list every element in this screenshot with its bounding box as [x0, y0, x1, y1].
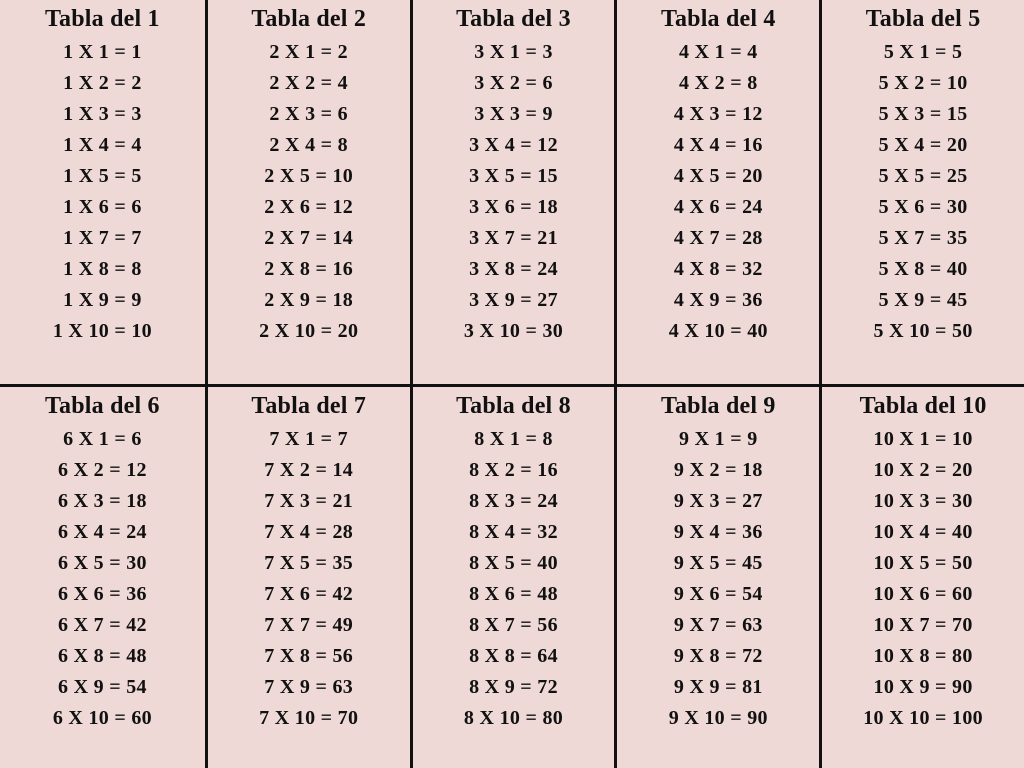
- table-row: 3 X 4 = 12: [469, 134, 558, 156]
- table-rows: [874, 37, 973, 346]
- table-row: 4 X 4 = 16: [673, 134, 763, 156]
- table-row: 2 X 10 = 20: [259, 320, 359, 342]
- table-row: 9 X 3 = 27: [673, 490, 763, 512]
- table-row: 10 X 1 = 10: [873, 428, 973, 450]
- table-row: 7 X 10 = 70: [259, 707, 359, 729]
- table-row: 1 X 10 = 10: [52, 320, 152, 342]
- table-row: 6 X 2 = 12: [57, 459, 147, 481]
- table-row: 4 X 10 = 40: [668, 320, 768, 342]
- table-row: 4 X 8 = 32: [673, 258, 763, 280]
- table-row: 8 X 3 = 24: [469, 490, 558, 512]
- table-row: 9 X 9 = 81: [673, 676, 763, 698]
- table-row: 2 X 8 = 16: [264, 258, 354, 280]
- table-title: Tabla del 9: [660, 393, 776, 419]
- table-row: 8 X 6 = 48: [469, 583, 558, 605]
- table-title: Tabla del 4: [660, 6, 776, 32]
- table-row: 2 X 2 = 4: [269, 72, 348, 94]
- table-row: 3 X 2 = 6: [474, 72, 553, 94]
- table-row: 5 X 8 = 40: [878, 258, 968, 280]
- table-row: 2 X 3 = 6: [269, 103, 348, 125]
- table-title: Tabla del 2: [251, 6, 367, 32]
- table-row: 6 X 4 = 24: [57, 521, 147, 543]
- table-row: 7 X 3 = 21: [264, 490, 354, 512]
- table-row: 7 X 4 = 28: [264, 521, 354, 543]
- table-card-2: [205, 0, 410, 384]
- table-row: 1 X 1 = 1: [63, 41, 142, 63]
- table-title: Tabla del 6: [45, 393, 160, 419]
- table-card-10: [819, 387, 1024, 768]
- table-rows: [53, 424, 152, 733]
- table-row: 8 X 5 = 40: [469, 552, 558, 574]
- table-row: 2 X 4 = 8: [269, 134, 348, 156]
- table-row: 10 X 5 = 50: [873, 552, 973, 574]
- table-row: 8 X 9 = 72: [469, 676, 558, 698]
- table-row: 7 X 5 = 35: [264, 552, 354, 574]
- table-row: 10 X 3 = 30: [873, 490, 973, 512]
- table-row: 8 X 10 = 80: [463, 707, 564, 729]
- table-rows: [669, 37, 768, 346]
- table-row: 7 X 8 = 56: [264, 645, 354, 667]
- table-row: 3 X 8 = 24: [469, 258, 558, 280]
- table-row: 1 X 6 = 6: [63, 196, 142, 218]
- table-row: 5 X 1 = 5: [883, 41, 963, 63]
- table-card-1: [0, 0, 205, 384]
- table-rows: [669, 424, 768, 733]
- table-row: 10 X 6 = 60: [873, 583, 973, 605]
- table-card-9: [614, 387, 819, 768]
- table-row: 2 X 1 = 2: [269, 41, 348, 63]
- table-row: 5 X 2 = 10: [878, 72, 968, 94]
- table-card-3: [410, 0, 615, 384]
- table-row: 3 X 6 = 18: [469, 196, 558, 218]
- table-card-6: [0, 387, 205, 768]
- table-row: 1 X 9 = 9: [63, 289, 142, 311]
- table-row: 5 X 5 = 25: [878, 165, 968, 187]
- table-card-7: [205, 387, 410, 768]
- table-row: 9 X 4 = 36: [673, 521, 763, 543]
- table-row: 7 X 1 = 7: [269, 428, 348, 450]
- table-row: 6 X 5 = 30: [57, 552, 147, 574]
- table-rows: [464, 37, 563, 346]
- tables-band-bottom: [0, 384, 1024, 768]
- table-row: 6 X 7 = 42: [57, 614, 147, 636]
- table-title: Tabla del 7: [251, 393, 367, 419]
- table-row: 1 X 2 = 2: [63, 72, 142, 94]
- table-row: 5 X 10 = 50: [873, 320, 973, 342]
- table-rows: [53, 37, 152, 346]
- table-card-5: [819, 0, 1024, 384]
- table-row: 6 X 10 = 60: [52, 707, 152, 729]
- table-row: 3 X 7 = 21: [469, 227, 558, 249]
- table-rows: [464, 424, 563, 733]
- table-row: 9 X 1 = 9: [679, 428, 758, 450]
- table-row: 4 X 5 = 20: [673, 165, 763, 187]
- table-card-4: [614, 0, 819, 384]
- table-row: 8 X 4 = 32: [469, 521, 558, 543]
- table-row: 8 X 7 = 56: [469, 614, 558, 636]
- table-rows: [259, 37, 358, 346]
- table-row: 10 X 4 = 40: [873, 521, 973, 543]
- table-row: 6 X 3 = 18: [57, 490, 147, 512]
- table-rows: [863, 424, 983, 733]
- table-row: 10 X 9 = 90: [873, 676, 973, 698]
- table-row: 1 X 7 = 7: [63, 227, 142, 249]
- table-row: 6 X 1 = 6: [63, 428, 142, 450]
- table-card-8: [410, 387, 615, 768]
- table-row: 4 X 7 = 28: [673, 227, 763, 249]
- table-row: 5 X 3 = 15: [878, 103, 968, 125]
- table-row: 3 X 3 = 9: [474, 103, 553, 125]
- table-row: 2 X 9 = 18: [264, 289, 354, 311]
- table-row: 9 X 5 = 45: [673, 552, 763, 574]
- table-row: 1 X 4 = 4: [63, 134, 142, 156]
- table-row: 3 X 9 = 27: [469, 289, 558, 311]
- table-row: 7 X 9 = 63: [264, 676, 354, 698]
- table-row: 5 X 6 = 30: [878, 196, 968, 218]
- table-row: 8 X 2 = 16: [469, 459, 558, 481]
- table-row: 1 X 5 = 5: [63, 165, 142, 187]
- table-row: 4 X 6 = 24: [673, 196, 763, 218]
- table-row: 9 X 7 = 63: [673, 614, 763, 636]
- table-row: 4 X 3 = 12: [673, 103, 763, 125]
- table-row: 7 X 6 = 42: [264, 583, 354, 605]
- table-row: 9 X 10 = 90: [668, 707, 768, 729]
- table-row: 3 X 10 = 30: [463, 320, 564, 342]
- table-title: Tabla del 3: [456, 6, 571, 32]
- table-title: Tabla del 1: [45, 6, 160, 32]
- table-row: 4 X 9 = 36: [673, 289, 763, 311]
- table-row: 6 X 8 = 48: [57, 645, 147, 667]
- table-row: 8 X 8 = 64: [469, 645, 558, 667]
- table-row: 2 X 5 = 10: [264, 165, 354, 187]
- table-row: 6 X 9 = 54: [57, 676, 147, 698]
- table-title: Tabla del 8: [456, 393, 571, 419]
- table-row: 2 X 7 = 14: [264, 227, 354, 249]
- table-row: 6 X 6 = 36: [57, 583, 147, 605]
- table-row: 5 X 9 = 45: [878, 289, 968, 311]
- table-row: 9 X 2 = 18: [673, 459, 763, 481]
- table-title: Tabla del 5: [865, 6, 981, 32]
- table-title: Tabla del 10: [859, 393, 987, 419]
- table-rows: [259, 424, 358, 733]
- table-row: 1 X 8 = 8: [63, 258, 142, 280]
- table-row: 8 X 1 = 8: [474, 428, 553, 450]
- table-row: 10 X 8 = 80: [873, 645, 973, 667]
- table-row: 9 X 8 = 72: [673, 645, 763, 667]
- table-row: 10 X 10 = 100: [863, 707, 983, 729]
- table-row: 3 X 1 = 3: [474, 41, 553, 63]
- table-row: 10 X 2 = 20: [873, 459, 973, 481]
- table-row: 4 X 2 = 8: [679, 72, 758, 94]
- table-row: 1 X 3 = 3: [63, 103, 142, 125]
- table-row: 10 X 7 = 70: [873, 614, 973, 636]
- table-row: 5 X 4 = 20: [878, 134, 968, 156]
- table-row: 5 X 7 = 35: [878, 227, 968, 249]
- table-row: 9 X 6 = 54: [673, 583, 763, 605]
- table-row: 4 X 1 = 4: [679, 41, 758, 63]
- table-row: 7 X 7 = 49: [264, 614, 354, 636]
- table-row: 3 X 5 = 15: [469, 165, 558, 187]
- table-row: 7 X 2 = 14: [264, 459, 354, 481]
- table-row: 2 X 6 = 12: [264, 196, 354, 218]
